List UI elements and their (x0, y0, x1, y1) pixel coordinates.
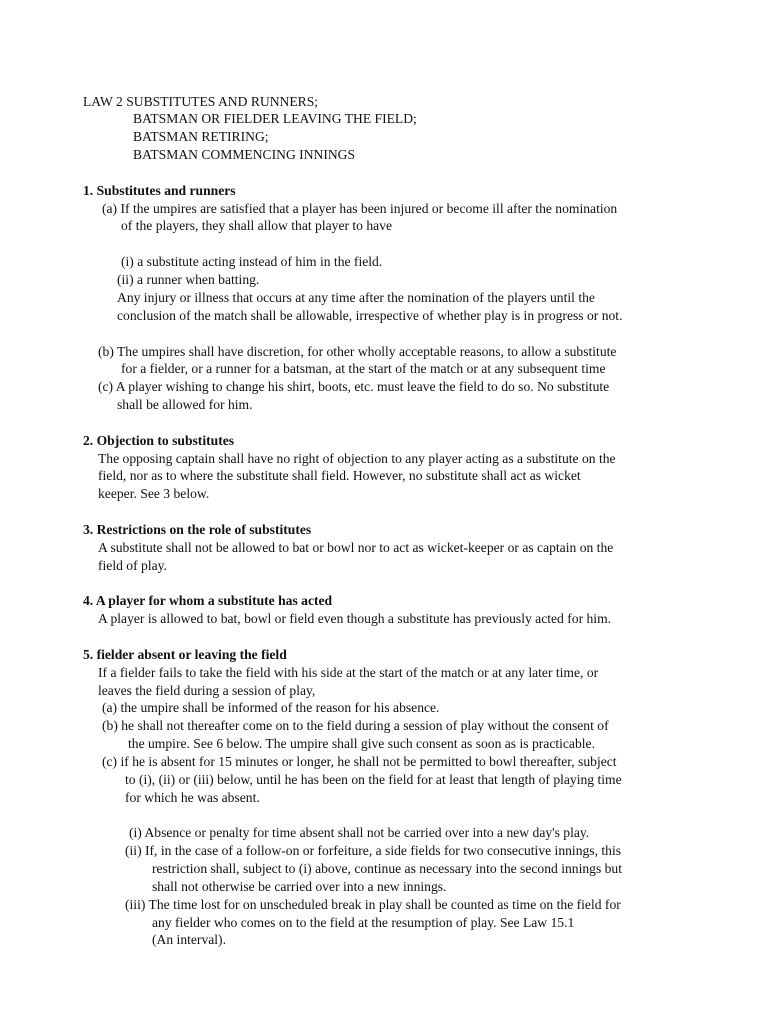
section-3-heading: 3. Restrictions on the role of substitutes (83, 522, 312, 537)
s5-item-ii-line-1: (ii) If, in the case of a follow-on or forfeiture, a side fields for two consecutive innings, this (125, 843, 622, 858)
s1-c-line-2: shall be allowed for him. (117, 397, 253, 412)
law-title-line-2: BATSMAN OR FIELDER LEAVING THE FIELD; (133, 111, 417, 126)
s1-para-line-2: conclusion of the match shall be allowable, irrespective of whether play is in progress or not. (117, 308, 623, 323)
s1-b-line-1: (b) The umpires shall have discretion, for other wholly acceptable reasons, to allow a substitute (98, 344, 617, 359)
section-2-heading: 2. Objection to substitutes (83, 433, 235, 448)
s5-b-line-1: (b) he shall not thereafter come on to the field during a session of play without the consent of (102, 718, 609, 733)
s2-line-3: keeper. See 3 below. (98, 486, 210, 501)
s5-c-line-1: (c) if he is absent for 15 minutes or longer, he shall not be permitted to bowl thereafter, subject (102, 754, 617, 769)
s5-c-line-2: to (i), (ii) or (iii) below, until he has been on the field for at least that length of playing time (125, 772, 622, 787)
s1-b-line-2: for a fielder, or a runner for a batsman, at the start of the match or at any subsequent time (121, 361, 606, 376)
s5-c-line-3: for which he was absent. (125, 790, 260, 805)
s1-item-ii: (ii) a runner when batting. (117, 272, 260, 287)
s5-line-1: If a fielder fails to take the field with his side at the start of the match or at any later time, or (98, 665, 599, 680)
s5-item-ii-line-3: shall not otherwise be carried over into a new innings. (152, 879, 447, 894)
s5-item-iii-line-3: (An interval). (152, 932, 226, 947)
section-4-heading: 4. A player for whom a substitute has acted (83, 593, 333, 608)
s5-line-2: leaves the field during a session of play, (98, 683, 316, 698)
s3-line-2: field of play. (98, 558, 167, 573)
s5-b-line-2: the umpire. See 6 below. The umpire shall give such consent as soon as is practicable. (128, 736, 595, 751)
s3-line-1: A substitute shall not be allowed to bat or bowl nor to act as wicket-keeper or as captain on the (98, 540, 614, 555)
s1-c-line-1: (c) A player wishing to change his shirt, boots, etc. must leave the field to do so. No substitute (98, 379, 610, 394)
s5-item-iii-line-1: (iii) The time lost for on unscheduled break in play shall be counted as time on the field for (125, 897, 621, 912)
s2-line-2: field, nor as to where the substitute shall field. However, no substitute shall act as wicket (98, 468, 581, 483)
s4-line-1: A player is allowed to bat, bowl or field even though a substitute has previously acted for him. (98, 611, 612, 626)
law-title-line-1: LAW 2 SUBSTITUTES AND RUNNERS; (83, 94, 319, 109)
s5-item-iii-line-2: any fielder who comes on to the field at the resumption of play. See Law 15.1 (152, 915, 575, 930)
s1-item-i: (i) a substitute acting instead of him in the field. (121, 254, 383, 269)
s1-para-line-1: Any injury or illness that occurs at any time after the nomination of the players until the (117, 290, 595, 305)
s1-a-line-2: of the players, they shall allow that player to have (121, 218, 393, 233)
s1-a-line-1: (a) If the umpires are satisfied that a player has been injured or become ill after the nomination (102, 201, 618, 216)
section-5-heading: 5. fielder absent or leaving the field (83, 647, 287, 662)
s5-item-ii-line-2: restriction shall, subject to (i) above, continue as necessary into the second innings but (152, 861, 622, 876)
section-1-heading: 1. Substitutes and runners (83, 183, 236, 198)
law-title-line-4: BATSMAN COMMENCING INNINGS (133, 147, 356, 162)
law-title-line-3: BATSMAN RETIRING; (133, 129, 269, 144)
s2-line-1: The opposing captain shall have no right of objection to any player acting as a substitute on the (98, 451, 616, 466)
s5-item-i: (i) Absence or penalty for time absent shall not be carried over into a new day's play. (129, 825, 590, 840)
s5-a-line: (a) the umpire shall be informed of the reason for his absence. (102, 700, 440, 715)
